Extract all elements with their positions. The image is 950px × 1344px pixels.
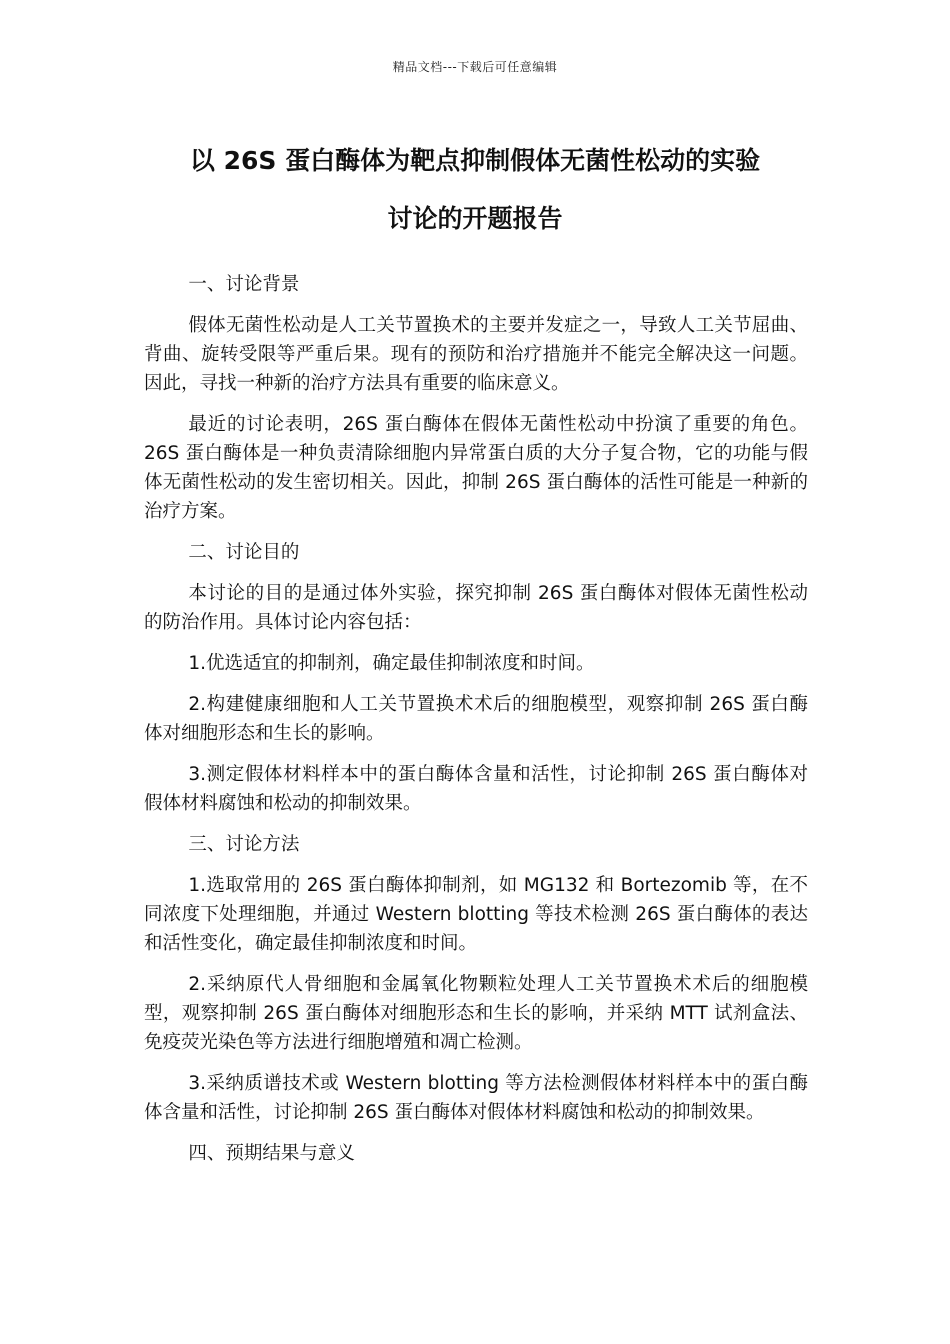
section-heading-expected-results: 四、预期结果与意义 xyxy=(188,1143,355,1164)
paragraph-purpose-item-2: 2.构建健康细胞和人工关节置换术术后的细胞模型，观察抑制 26S 蛋白酶体对细胞形态和生长的影响。 xyxy=(144,694,808,744)
paragraph-purpose-item-1: 1.优选适宜的抑制剂，确定最佳抑制浓度和时间。 xyxy=(188,653,595,674)
document-title xyxy=(120,132,830,248)
document-body xyxy=(144,270,808,1180)
title-line-1: 以 26S 蛋白酶体为靶点抑制假体无菌性松动的实验 xyxy=(189,146,761,175)
paragraph-background-1: 假体无菌性松动是人工关节置换术的主要并发症之一，导致人工关节屈曲、背曲、旋转受限等严重后果。现有的预防和治疗措施并不能完全解决这一问题。因此，寻找一种新的治疗方法具有重要的临床意义。 xyxy=(144,315,808,394)
section-heading-purpose: 二、讨论目的 xyxy=(188,542,300,563)
paragraph-purpose-item-3: 3.测定假体材料样本中的蛋白酶体含量和活性，讨论抑制 26S 蛋白酶体对假体材料腐蚀和松动的抑制效果。 xyxy=(144,764,808,814)
paragraph-method-2: 2.采纳原代人骨细胞和金属氧化物颗粒处理人工关节置换术术后的细胞模型，观察抑制 26S 蛋白酶体对细胞形态和生长的影响，并采纳 MTT 试剂盒法、免疫荧光染色等方法进行细胞增殖和凋亡检测。 xyxy=(144,974,808,1053)
paragraph-method-1: 1.选取常用的 26S 蛋白酶体抑制剂，如 MG132 和 Bortezomib 等，在不同浓度下处理细胞，并通过 Western blotting 等技术检测 26S 蛋白酶体的表达和活性变化，确定最佳抑制浓度和时间。 xyxy=(144,875,808,954)
header-note: 精品文档---下载后可任意编辑 xyxy=(392,60,558,74)
title-line-2: 讨论的开题报告 xyxy=(387,204,563,233)
section-heading-background: 一、讨论背景 xyxy=(188,274,300,295)
section-heading-methods: 三、讨论方法 xyxy=(188,834,300,855)
paragraph-background-2: 最近的讨论表明，26S 蛋白酶体在假体无菌性松动中扮演了重要的角色。26S 蛋白酶体是一种负责清除细胞内异常蛋白质的大分子复合物，它的功能与假体无菌性松动的发生密切相关。因此，抑制 26S 蛋白酶体的活性可能是一种新的治疗方案。 xyxy=(144,414,808,522)
paragraph-purpose-intro: 本讨论的目的是通过体外实验，探究抑制 26S 蛋白酶体对假体无菌性松动的防治作用。具体讨论内容包括： xyxy=(144,583,808,633)
paragraph-method-3: 3.采纳质谱技术或 Western blotting 等方法检测假体材料样本中的蛋白酶体含量和活性，讨论抑制 26S 蛋白酶体对假体材料腐蚀和松动的抑制效果。 xyxy=(144,1073,808,1123)
